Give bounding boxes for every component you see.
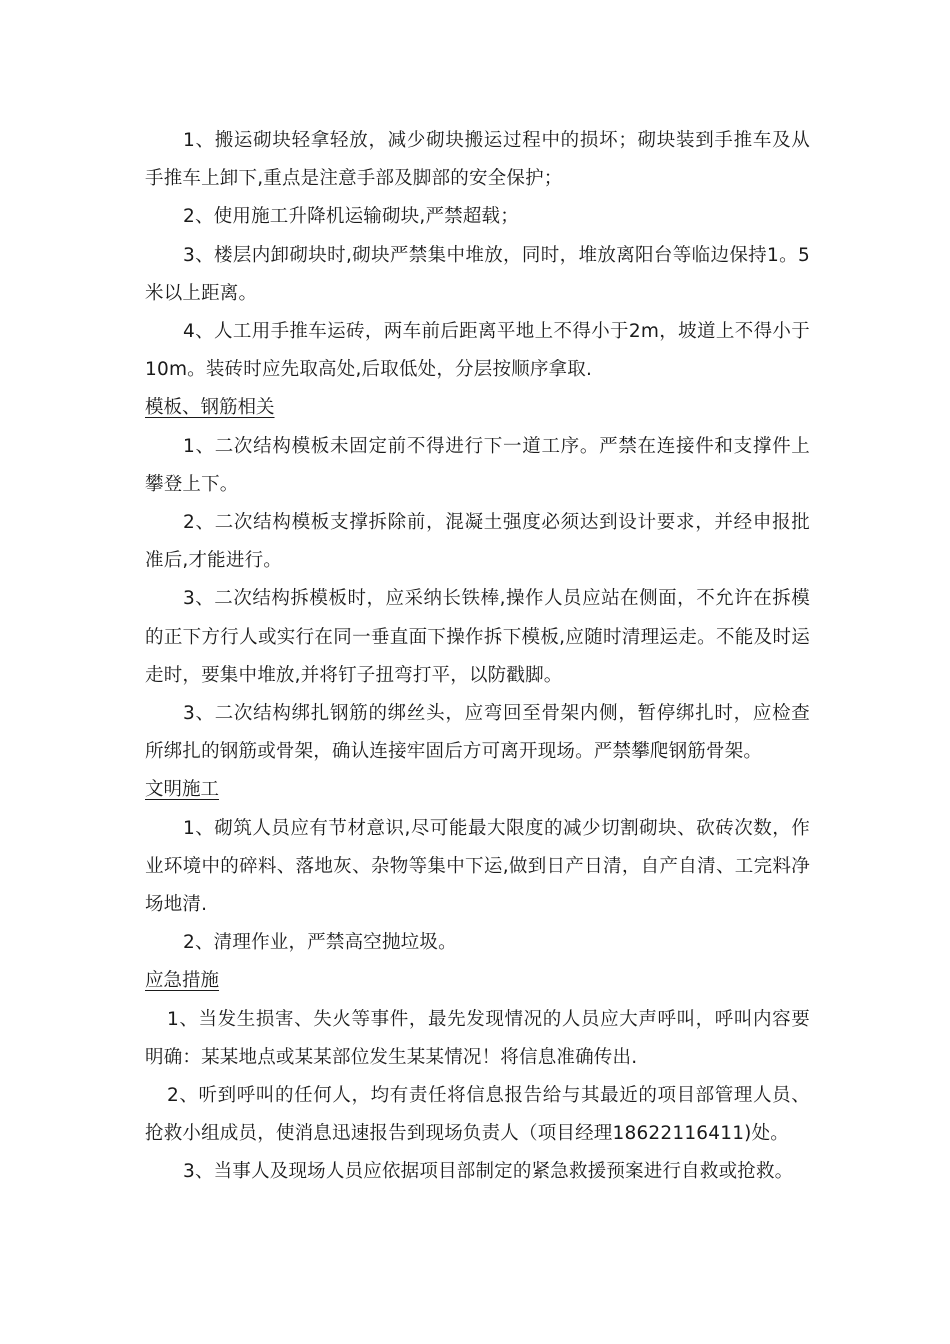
paragraph: 1、搬运砌块轻拿轻放，减少砌块搬运过程中的损坏；砌块装到手推车及从手推车上卸下,重点是注意手部及脚部的安全保护； <box>145 130 810 190</box>
paragraph: 3、当事人及现场人员应依据项目部制定的紧急救援预案进行自救或抢救。 <box>183 1161 794 1183</box>
paragraph: 2、二次结构模板支撑拆除前，混凝土强度必须达到设计要求，并经申报批准后,才能进行。 <box>145 512 810 572</box>
paragraph: 3、楼层内卸砌块时,砌块严禁集中堆放，同时，堆放离阳台等临边保持1。5米以上距离。 <box>145 244 810 304</box>
paragraph: 2、听到呼叫的任何人，均有责任将信息报告给与其最近的项目部管理人员、抢救小组成员，使消息迅速报告到现场负责人（项目经理18622116411)处。 <box>145 1085 810 1145</box>
document-page <box>145 122 810 1192</box>
section-heading-formwork: 模板、钢筋相关 <box>145 397 275 419</box>
paragraph: 2、清理作业，严禁高空抛垃圾。 <box>183 932 457 954</box>
paragraph: 1、当发生损害、失火等事件，最先发现情况的人员应大声呼叫，呼叫内容要明确：某某地点或某某部位发生某某情况！将信息准确传出. <box>145 1008 810 1068</box>
paragraph: 2、使用施工升降机运输砌块,严禁超载； <box>183 206 519 228</box>
section-heading-emergency: 应急措施 <box>145 970 220 992</box>
paragraph: 4、人工用手推车运砖，两车前后距离平地上不得小于2m，坡道上不得小于10m。装砖时应先取高处,后取低处，分层按顺序拿取. <box>145 321 810 381</box>
section-heading-civil: 文明施工 <box>145 779 220 801</box>
paragraph: 1、二次结构模板未固定前不得进行下一道工序。严禁在连接件和支撑件上攀登上下。 <box>145 435 810 495</box>
paragraph: 1、砌筑人员应有节材意识,尽可能最大限度的减少切割砌块、砍砖次数，作业环境中的碎料、落地灰、杂物等集中下运,做到日产日清，自产自清、工完料净场地清. <box>145 817 810 916</box>
paragraph: 3、二次结构拆模板时，应采纳长铁棒,操作人员应站在侧面，不允许在拆模的正下方行人或实行在同一垂直面下操作拆下模板,应随时清理运走。不能及时运走时，要集中堆放,并将钉子扭弯打平，以防戳脚。 <box>145 588 810 686</box>
paragraph: 3、二次结构绑扎钢筋的绑丝头，应弯回至骨架内侧，暂停绑扎时，应检查所绑扎的钢筋或骨架，确认连接牢固后方可离开现场。严禁攀爬钢筋骨架。 <box>145 703 810 763</box>
